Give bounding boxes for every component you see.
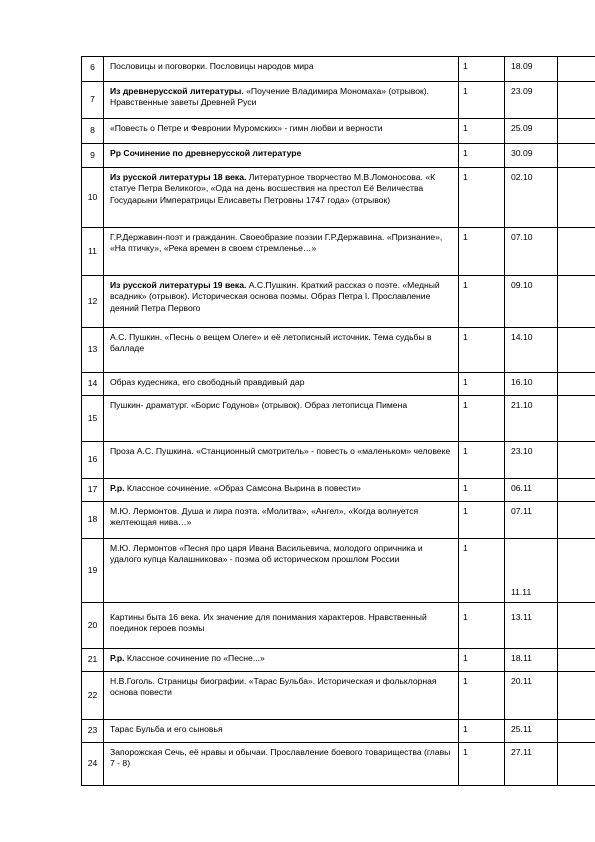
lesson-topic (104, 168, 459, 228)
lesson-hours: 1 (459, 479, 505, 502)
lesson-number: 17 (82, 479, 104, 502)
empty-cell (558, 168, 595, 228)
empty-cell (558, 144, 595, 168)
topic-text: Пушкин- драматург. «Борис Годунов» (отрывок). Образ летописца Пимена (110, 400, 408, 410)
topic-bold: Из русской литературы 19 века. (110, 280, 247, 290)
lesson-plan-table (81, 56, 595, 786)
topic-text: М.Ю. Лермонтов «Песня про царя Ивана Васильевича, молодого опричника и удалого купца Калашникова» - поэма об историческом прошлом России (110, 543, 423, 565)
lesson-date: 09.10 (505, 276, 558, 328)
lesson-topic (104, 442, 459, 479)
lesson-topic (104, 720, 459, 743)
lesson-number: 20 (82, 603, 104, 649)
topic-text: Запорожская Сечь, её нравы и обычаи. Прославление боевого товарищества (главы 7 - 8) (110, 747, 451, 769)
lesson-topic (104, 649, 459, 672)
lesson-number: 19 (82, 539, 104, 603)
table-row (82, 57, 595, 82)
lesson-hours: 1 (459, 82, 505, 119)
lesson-date: 27.11 (505, 743, 558, 786)
lesson-date: 18.09 (505, 57, 558, 82)
lesson-topic (104, 328, 459, 373)
table-row (82, 603, 595, 649)
lesson-hours: 1 (459, 539, 505, 603)
lesson-hours: 1 (459, 649, 505, 672)
lesson-number: 23 (82, 720, 104, 743)
empty-cell (558, 57, 595, 82)
topic-bold: Р.р. (110, 483, 125, 493)
table-row (82, 502, 595, 539)
lesson-hours: 1 (459, 603, 505, 649)
lesson-topic (104, 603, 459, 649)
lesson-topic (104, 228, 459, 276)
empty-cell (558, 720, 595, 743)
lesson-date: 02.10 (505, 168, 558, 228)
lesson-hours: 1 (459, 502, 505, 539)
lesson-hours: 1 (459, 57, 505, 82)
lesson-hours: 1 (459, 119, 505, 144)
lesson-hours: 1 (459, 396, 505, 442)
lesson-number: 12 (82, 276, 104, 328)
empty-cell (558, 328, 595, 373)
empty-cell (558, 743, 595, 786)
table-row (82, 672, 595, 720)
topic-text: Классное сочинение. «Образ Самсона Вырина в повести» (124, 483, 361, 493)
empty-cell (558, 228, 595, 276)
lesson-date: 11.11 (505, 539, 558, 603)
lesson-date: 06.11 (505, 479, 558, 502)
table-row (82, 228, 595, 276)
topic-text: М.Ю. Лермонтов. Душа и лира поэта. «Молитва», «Ангел», «Когда волнуется желтеющая нива…» (110, 506, 419, 528)
table-row (82, 743, 595, 786)
lesson-date: 14.10 (505, 328, 558, 373)
topic-text: «Поучение Владимира Мономаха» (отрывок). Нравственные заветы Древней Руси (110, 86, 430, 108)
lesson-topic (104, 672, 459, 720)
lesson-date: 25.11 (505, 720, 558, 743)
lesson-date: 30.09 (505, 144, 558, 168)
topic-bold: Р.р. (110, 653, 125, 663)
lesson-number: 14 (82, 373, 104, 396)
lesson-topic (104, 396, 459, 442)
lesson-number: 13 (82, 328, 104, 373)
lesson-hours: 1 (459, 720, 505, 743)
lesson-hours: 1 (459, 168, 505, 228)
lesson-number: 8 (82, 119, 104, 144)
lesson-date: 07.10 (505, 228, 558, 276)
table-row (82, 373, 595, 396)
lesson-number: 21 (82, 649, 104, 672)
lesson-date: 18.11 (505, 649, 558, 672)
lesson-topic (104, 373, 459, 396)
lesson-hours: 1 (459, 743, 505, 786)
table-row (82, 168, 595, 228)
lesson-number: 11 (82, 228, 104, 276)
lesson-date: 23.09 (505, 82, 558, 119)
table-row (82, 119, 595, 144)
lesson-hours: 1 (459, 672, 505, 720)
topic-text: Г.Р.Державин-поэт и гражданин. Своеобразие поэзии Г.Р.Державина. «Признание», «На птичку», «Река времен в своем стремленье…» (110, 232, 443, 254)
lesson-date: 20.11 (505, 672, 558, 720)
topic-text: Пословицы и поговорки. Пословицы народов мира (110, 61, 314, 71)
lesson-number: 15 (82, 396, 104, 442)
table-row (82, 82, 595, 119)
table-row (82, 144, 595, 168)
empty-cell (558, 603, 595, 649)
empty-cell (558, 539, 595, 603)
table-row (82, 442, 595, 479)
lesson-hours: 1 (459, 328, 505, 373)
lesson-topic (104, 502, 459, 539)
empty-cell (558, 502, 595, 539)
lesson-hours: 1 (459, 276, 505, 328)
topic-bold: Рр Сочинение по древнерусской литературе (110, 148, 302, 158)
empty-cell (558, 119, 595, 144)
lesson-date: 16.10 (505, 373, 558, 396)
lesson-number: 7 (82, 82, 104, 119)
topic-text: Тарас Бульба и его сыновья (110, 724, 223, 734)
topic-text: А.С. Пушкин. «Песнь о вещем Олеге» и её летописный источник. Тема судьбы в балладе (110, 332, 432, 354)
lesson-topic (104, 57, 459, 82)
lesson-number: 16 (82, 442, 104, 479)
empty-cell (558, 442, 595, 479)
lesson-date: 13.11 (505, 603, 558, 649)
empty-cell (558, 82, 595, 119)
empty-cell (558, 373, 595, 396)
lesson-topic (104, 82, 459, 119)
lesson-number: 9 (82, 144, 104, 168)
topic-bold: Из русской литературы 18 века. (110, 172, 247, 182)
lesson-date: 23.10 (505, 442, 558, 479)
topic-text: Н.В.Гоголь. Страницы биографии. «Тарас Бульба». Историческая и фольклорная основа повести (110, 676, 437, 698)
lesson-topic (104, 144, 459, 168)
lesson-date: 07.11 (505, 502, 558, 539)
lesson-number: 10 (82, 168, 104, 228)
table-row (82, 396, 595, 442)
lesson-number: 18 (82, 502, 104, 539)
lesson-topic (104, 119, 459, 144)
lesson-number: 22 (82, 672, 104, 720)
lesson-date: 21.10 (505, 396, 558, 442)
topic-text: «Повесть о Петре и Февронии Муромских» - гимн любви и верности (110, 123, 383, 133)
lesson-hours: 1 (459, 144, 505, 168)
lesson-topic (104, 479, 459, 502)
topic-text: Образ кудесника, его свободный правдивый дар (110, 377, 305, 387)
empty-cell (558, 276, 595, 328)
lesson-plan-body (82, 57, 595, 786)
table-row (82, 539, 595, 603)
lesson-hours: 1 (459, 373, 505, 396)
lesson-hours: 1 (459, 442, 505, 479)
lesson-topic (104, 539, 459, 603)
lesson-number: 6 (82, 57, 104, 82)
lesson-date: 25.09 (505, 119, 558, 144)
empty-cell (558, 649, 595, 672)
topic-text: А.С.Пушкин. Краткий рассказ о поэте. «Медный всадник» (отрывок). Историческая основа поэмы. Образ Петра I. Прославление деяний Петра Первого (110, 280, 440, 313)
table-row (82, 720, 595, 743)
lesson-hours: 1 (459, 228, 505, 276)
topic-text: Картины быта 16 века. Их значение для понимания характеров. Нравственный поединок героев поэмы (110, 612, 427, 634)
topic-text: Классное сочинение по «Песне...» (124, 653, 265, 663)
table-row (82, 328, 595, 373)
lesson-topic (104, 276, 459, 328)
table-row (82, 479, 595, 502)
topic-bold: Из древнерусской литературы. (110, 86, 244, 96)
table-row (82, 649, 595, 672)
table-row (82, 276, 595, 328)
topic-text: Литературное творчество М.В.Ломоносова. «К статуе Петра Великого», «Ода на день восшествия на престол Её Величества Государыни Императрицы Елисаветы Петровны 1747 года» (отрывок) (110, 172, 436, 205)
topic-text: Проза А.С. Пушкина. «Станционный смотритель» - повесть о «маленьком» человеке (110, 446, 451, 456)
empty-cell (558, 672, 595, 720)
empty-cell (558, 479, 595, 502)
empty-cell (558, 396, 595, 442)
lesson-topic (104, 743, 459, 786)
lesson-number: 24 (82, 743, 104, 786)
